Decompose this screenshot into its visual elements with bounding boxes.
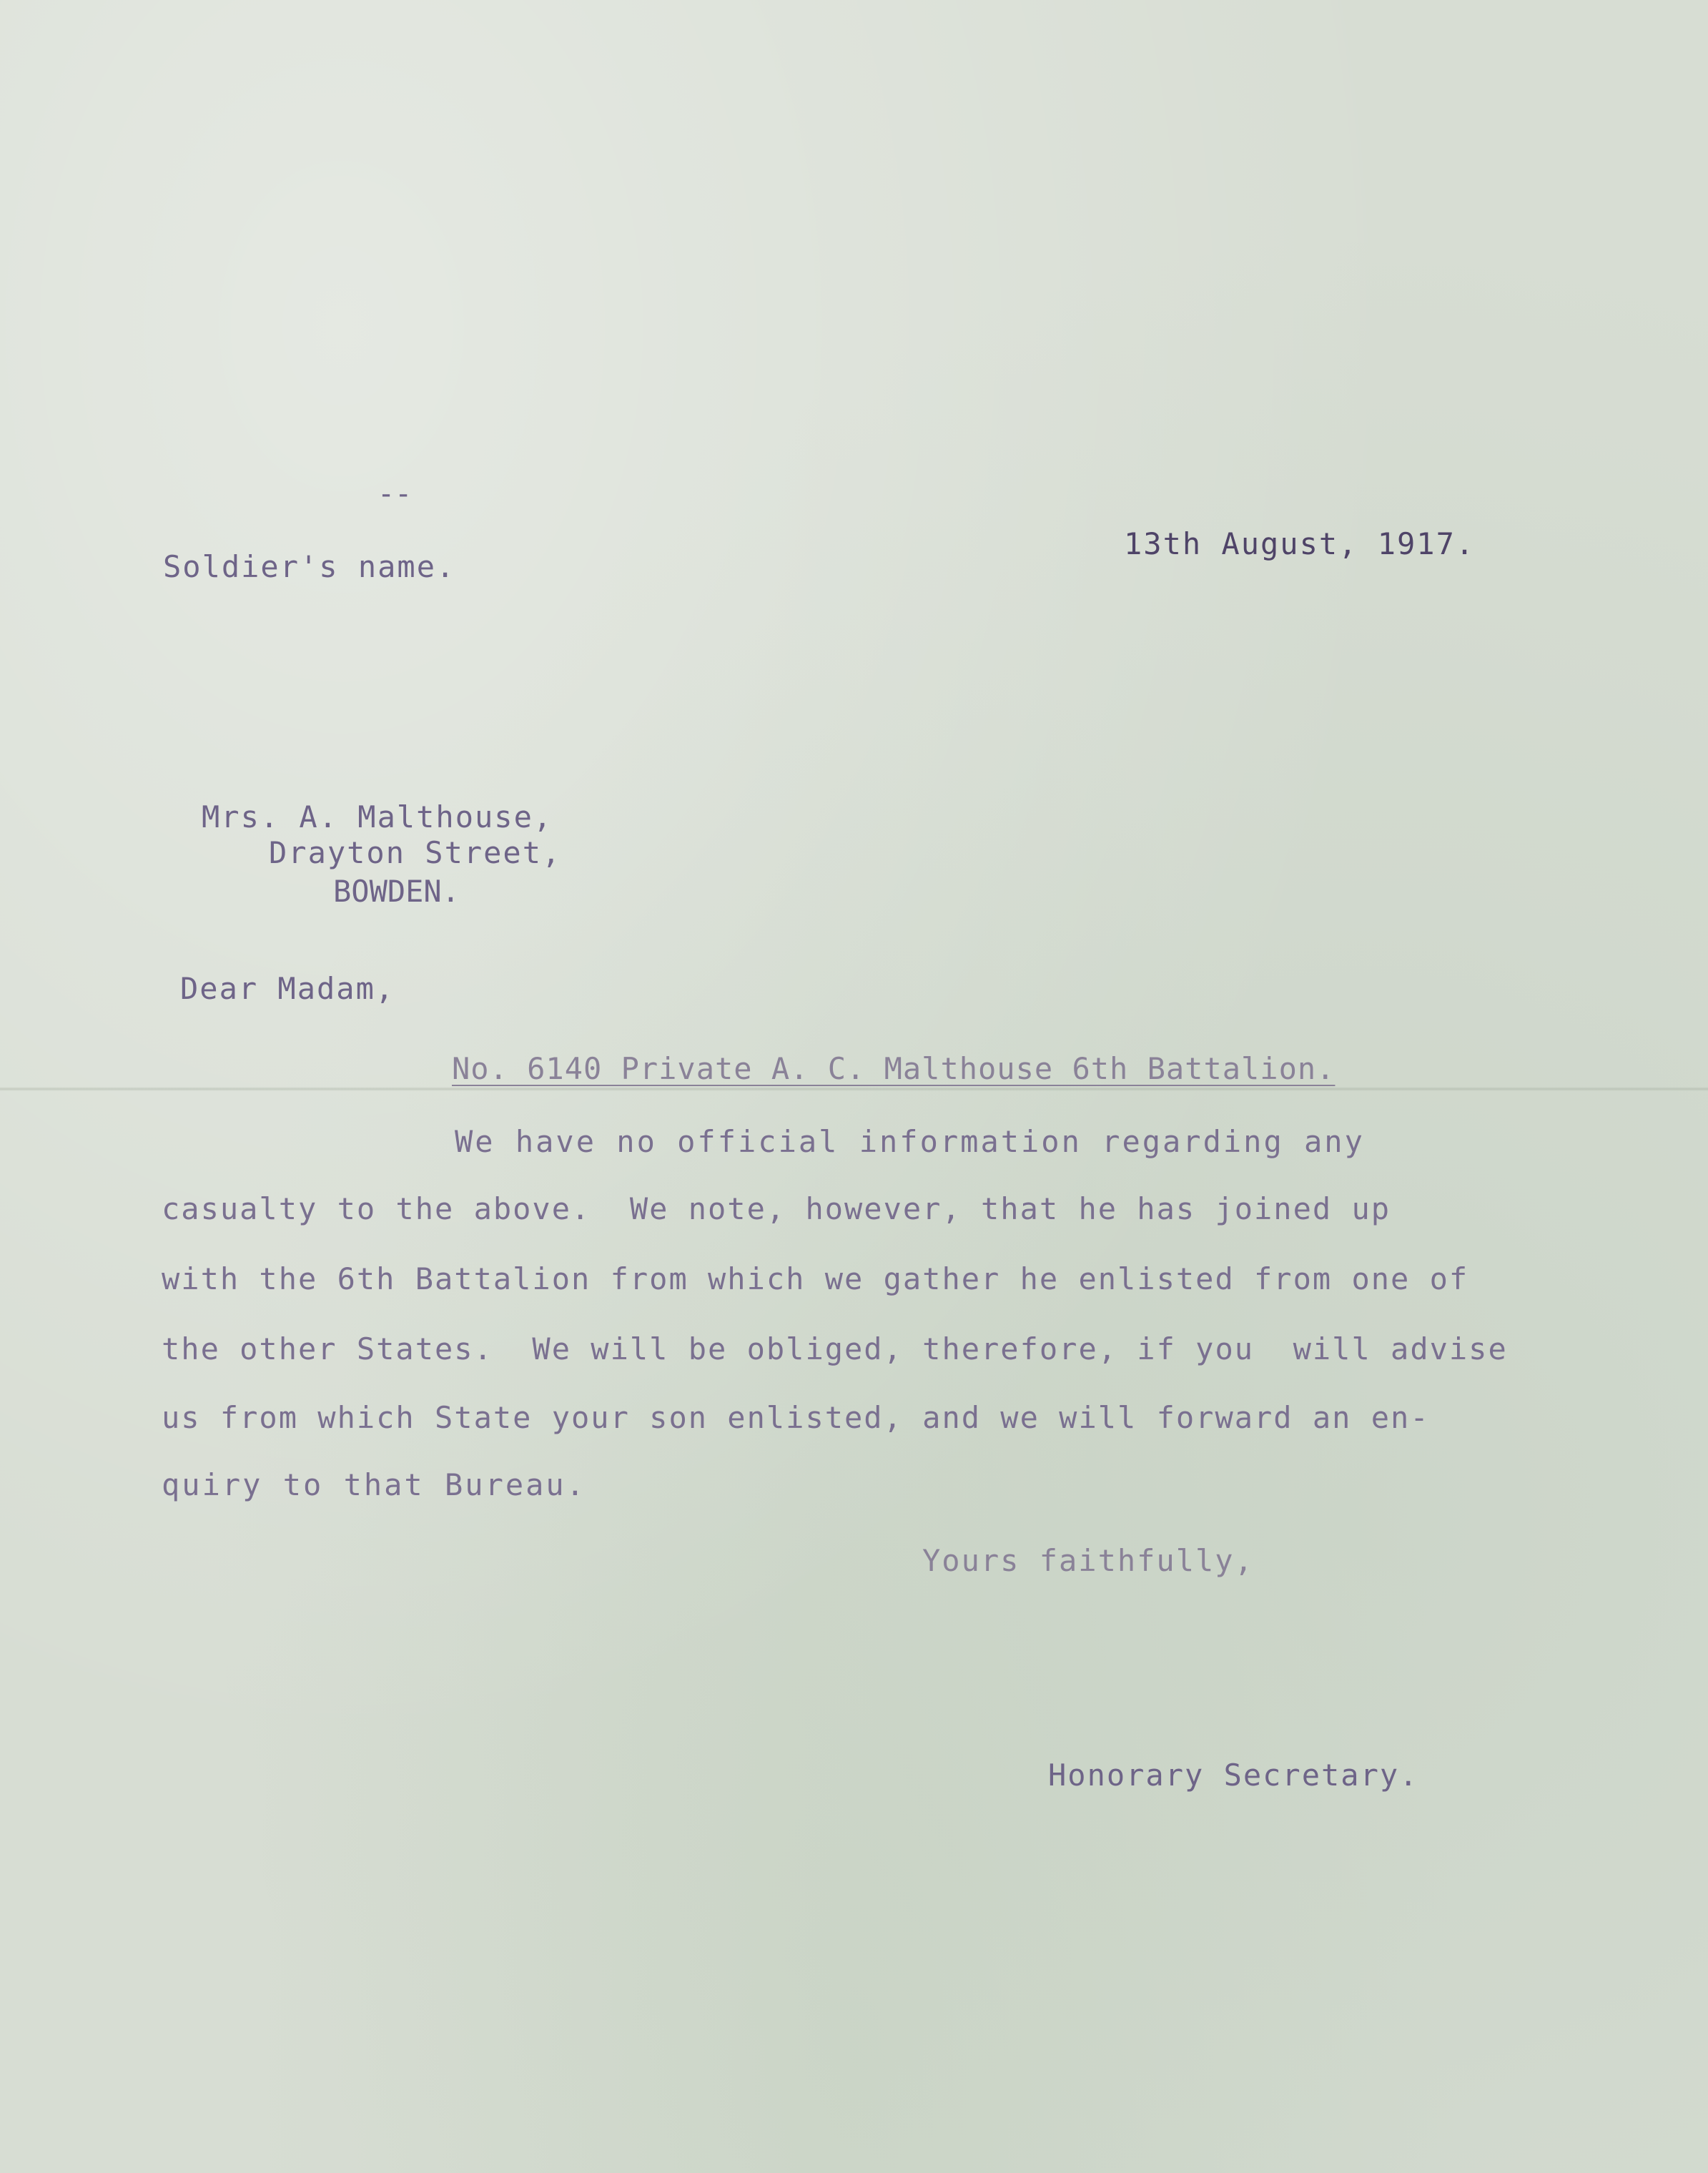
recipient-street: Drayton Street, bbox=[269, 835, 562, 870]
signature-title: Honorary Secretary. bbox=[1048, 1758, 1419, 1793]
paper-fold-crease bbox=[0, 1087, 1708, 1091]
subject-line: No. 6140 Private A. C. Malthouse 6th Battalion. bbox=[452, 1051, 1336, 1086]
typed-dash-mark: -- bbox=[377, 478, 413, 511]
body-line: We have no official information regarding any bbox=[455, 1124, 1365, 1159]
closing: Yours faithfully, bbox=[922, 1543, 1254, 1578]
body-line: quiry to that Bureau. bbox=[162, 1467, 587, 1502]
body-line: us from which State your son enlisted, and we will forward an en- bbox=[162, 1400, 1430, 1435]
recipient-town: BOWDEN. bbox=[333, 874, 460, 909]
salutation: Dear Madam, bbox=[180, 971, 395, 1006]
body-line: casualty to the above. We note, however, that he has joined up bbox=[162, 1191, 1391, 1226]
body-line: the other States. We will be obliged, therefore, if you will advise bbox=[162, 1331, 1508, 1366]
letter-date: 13th August, 1917. bbox=[1124, 526, 1476, 561]
soldier-name-label: Soldier's name. bbox=[163, 549, 456, 584]
body-line: with the 6th Battalion from which we gather he enlisted from one of bbox=[162, 1261, 1469, 1296]
recipient-name: Mrs. A. Malthouse, bbox=[202, 799, 553, 834]
